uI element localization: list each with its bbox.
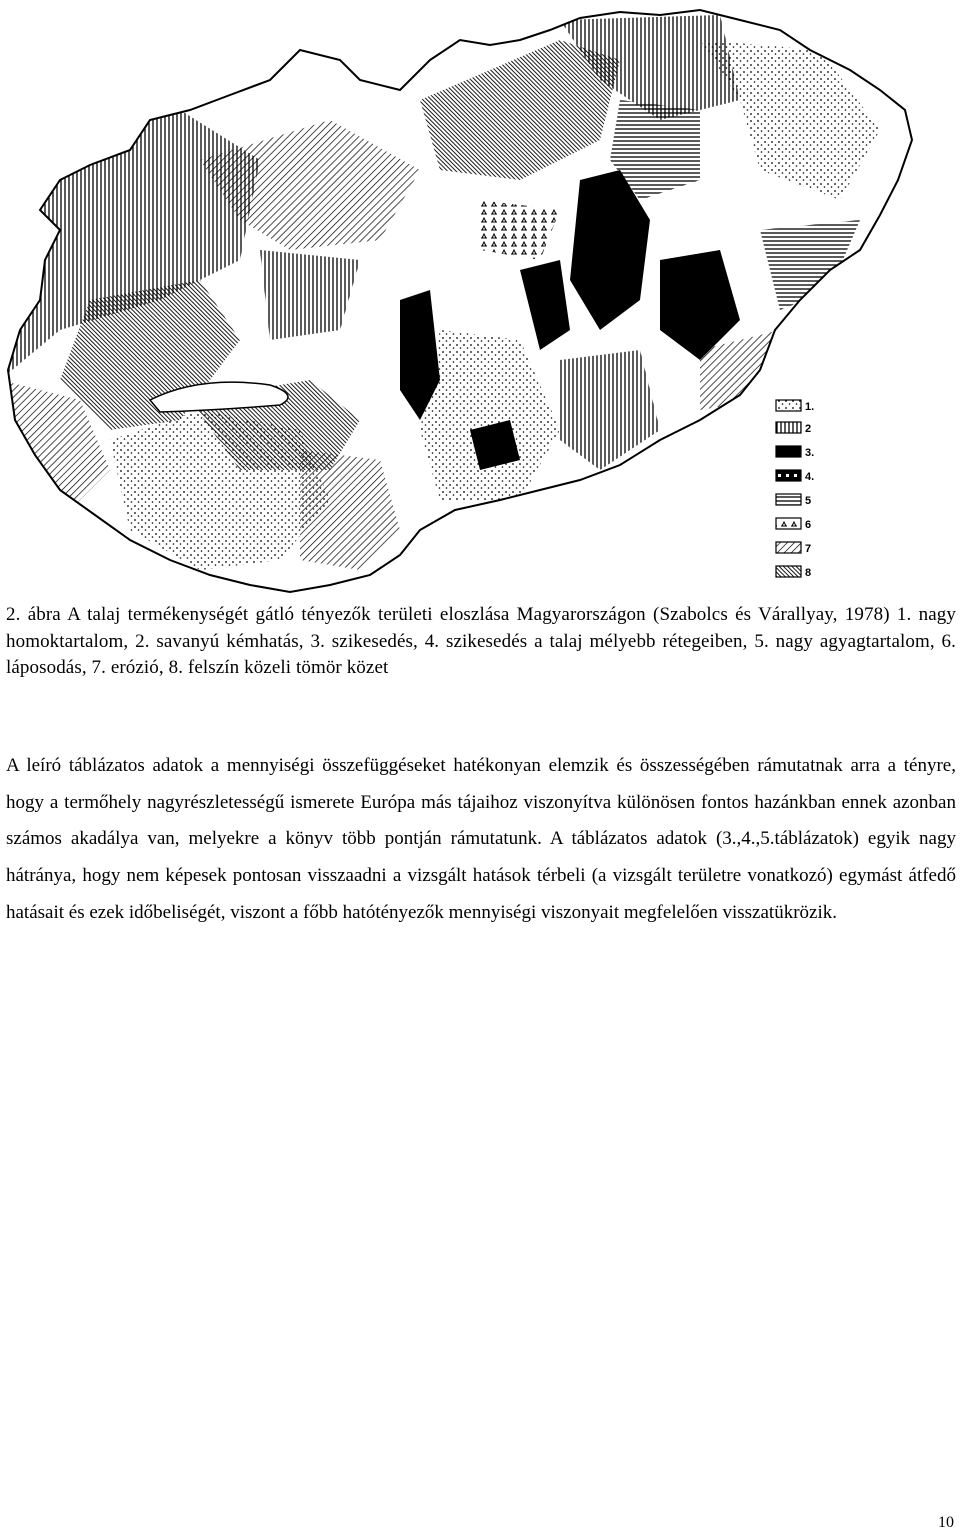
legend-label-7: 7 [805,543,812,555]
map-legend [776,400,814,579]
hungary-soil-map [0,0,960,600]
legend-label-6: 6 [805,519,812,531]
legend-label-3: 3. [805,447,815,459]
legend-label-2: 2 [805,423,812,435]
legend-label-4: 4. [805,471,815,483]
figure-caption: 2. ábra A talaj termékenységét gátló tényezők területi eloszlása Magyarországon (Szabolcs és Várallyay, 1978) 1. nagy homoktartalom, 2. savanyú kémhatás, 3. szikesedés, 4. szikesedés a talaj mélyebb rétegeiben, 5. nagy agyagtartalom, 6. láposodás, 7. erózió, 8. felszín közeli tömör közet [6,604,956,678]
country-map [0,0,960,600]
legend-label-1: 1. [805,401,815,413]
legend-label-8: 8 [805,567,812,579]
page-number: 10 [938,1514,954,1531]
soil-factor-map-figure [0,0,960,600]
legend-label-5: 5 [805,495,812,507]
body-paragraph: A leíró táblázatos adatok a mennyiségi összefüggéseket hatékonyan elemzik és összességében rámutatnak arra a tényre, hogy a termőhely nagyrészletességű ismerete Európa más tájaihoz viszonyítva különösen fontos hazánkban ennek azonban számos akadálya van, melyekre a könyv több pontján rámutatunk. A táblázatos adatok (3.,4.,5.táblázatok) egyik nagy hátránya, hogy nem képesek pontosan visszaadni a vizsgált hatások térbeli (a vizsgált területre vonatkozó) egymást átfedő hatásait és ezek időbeliségét, viszont a főbb hatótényezők mennyiségi viszonyait megfelelően visszatükrözik. [6,755,956,923]
